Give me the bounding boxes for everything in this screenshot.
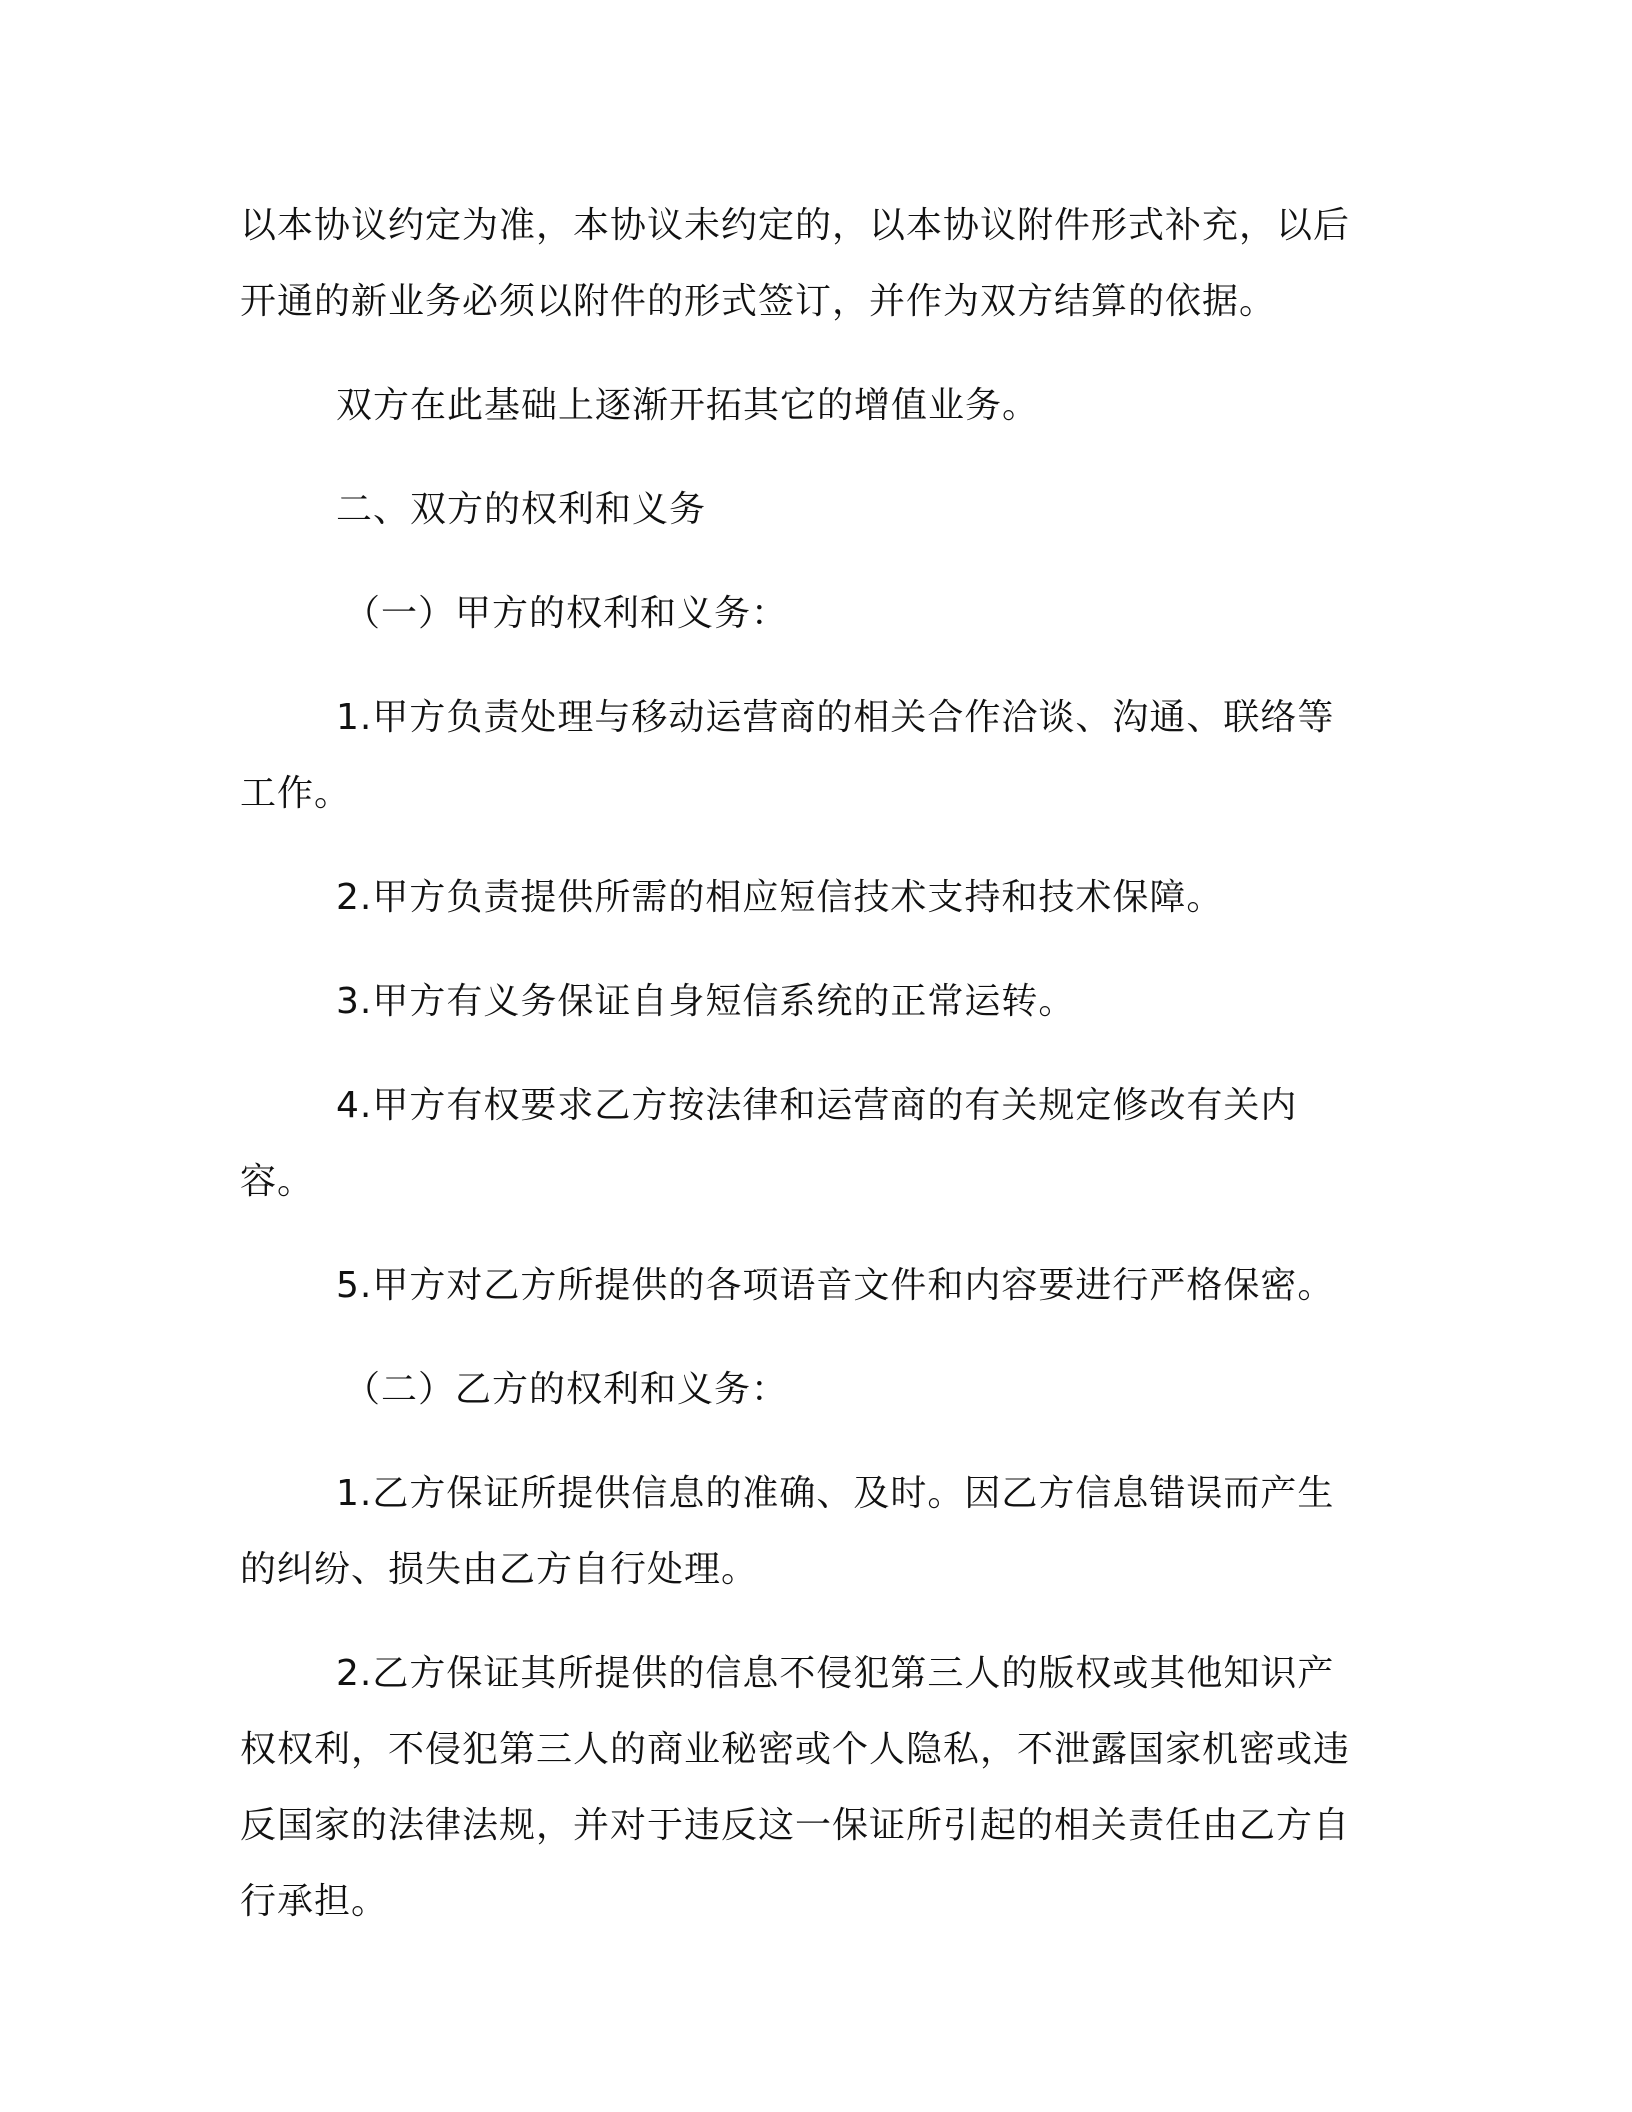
party-a-clause-3: 3.甲方有义务保证自身短信系统的正常运转。 <box>336 981 1076 1022</box>
party-a-clause-1: 1.甲方负责处理与移动运营商的相关合作洽谈、沟通、联络等工作。 <box>240 697 1335 814</box>
party-a-clause-4: 4.甲方有权要求乙方按法律和运营商的有关规定修改有关内容。 <box>240 1085 1298 1202</box>
party-b-clause-1: 1.乙方保证所提供信息的准确、及时。因乙方信息错误而产生的纠纷、损失由乙方自行处理。 <box>240 1473 1335 1590</box>
subsection-heading-party-b: （二）乙方的权利和义务： <box>344 1369 789 1410</box>
document-body <box>240 188 1370 1940</box>
subsection-heading-party-a: （一）甲方的权利和义务： <box>344 593 789 634</box>
party-a-clause-5: 5.甲方对乙方所提供的各项语音文件和内容要进行严格保密。 <box>336 1265 1335 1306</box>
paragraph-value-added-services: 双方在此基础上逐渐开拓其它的增值业务。 <box>336 385 1040 426</box>
section-heading-rights-obligations: 二、双方的权利和义务 <box>336 489 707 530</box>
party-b-clause-2: 2.乙方保证其所提供的信息不侵犯第三人的版权或其他知识产权权利，不侵犯第三人的商业秘密或个人隐私，不泄露国家机密或违反国家的法律法规，并对于违反这一保证所引起的相关责任由乙方自行承担。 <box>240 1653 1351 1922</box>
paragraph-agreement-continuation: 以本协议约定为准，本协议未约定的，以本协议附件形式补充，以后开通的新业务必须以附件的形式签订，并作为双方结算的依据。 <box>240 205 1351 322</box>
party-a-clause-2: 2.甲方负责提供所需的相应短信技术支持和技术保障。 <box>336 877 1224 918</box>
